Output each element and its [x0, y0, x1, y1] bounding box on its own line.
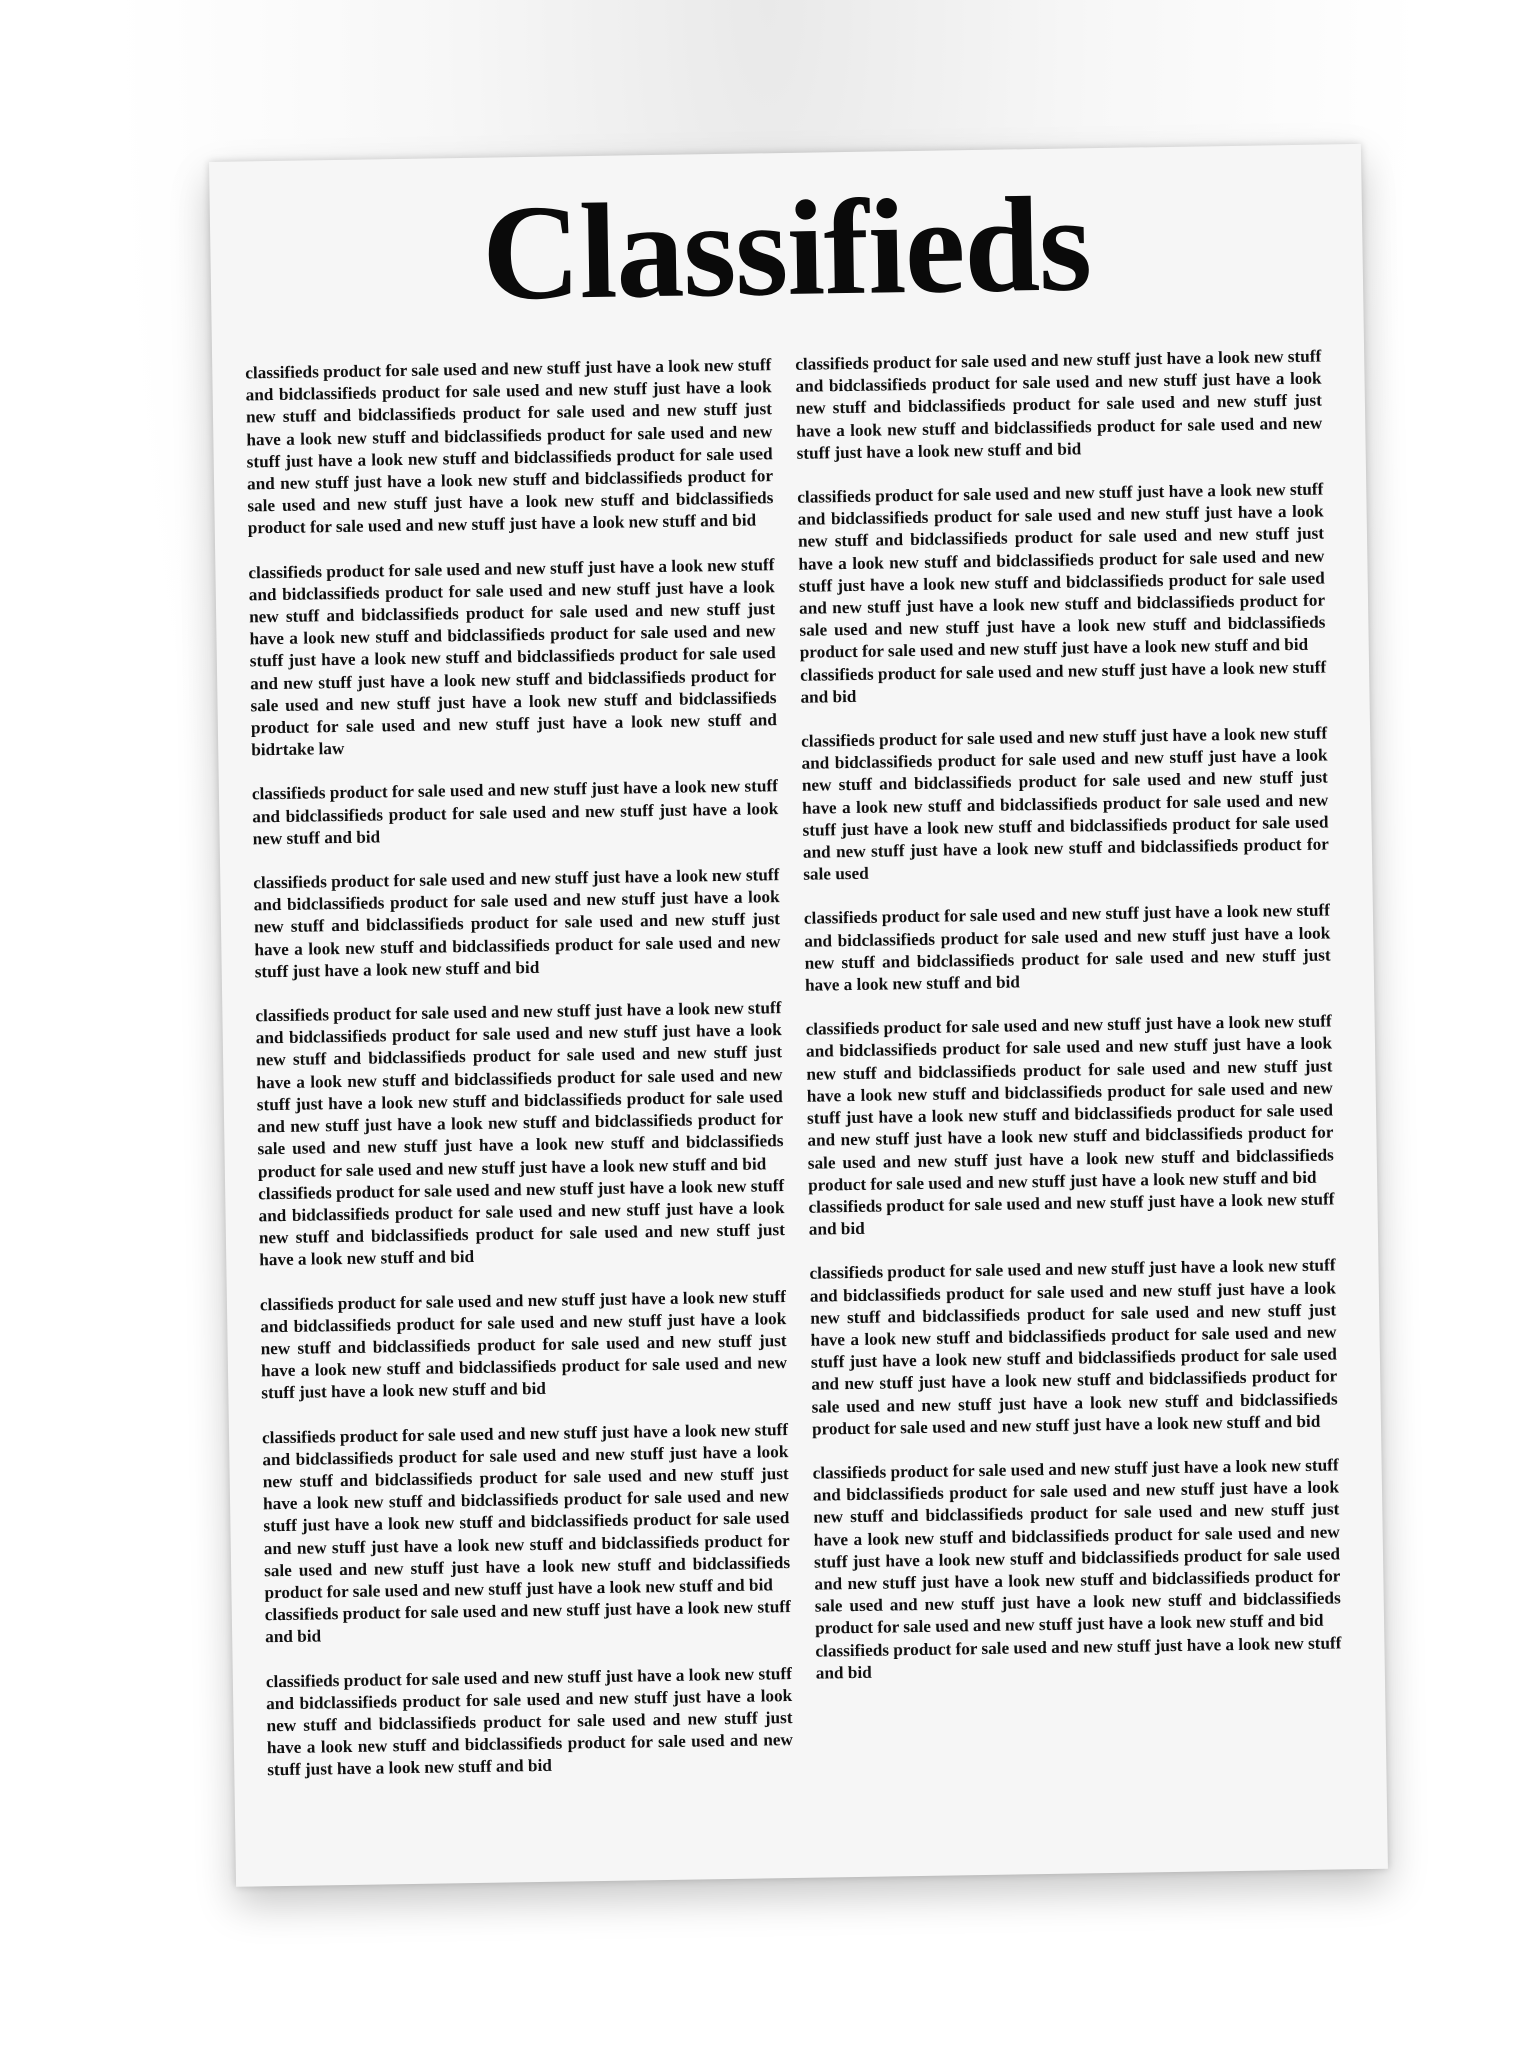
classified-ad: classifieds product for sale used and new stuff just have a look new stuff and bidclassifieds product for sale used and new stuff just have a look new stuff and bidclassifieds product for sale used and new stuff just have a look new stuff and bidclassifieds product for sale used and new stuff just have a look new stuff and bidclassifieds product for sale used and new stuff just have a look new stuff and bidclassifieds product for sale used and new stuff just have a look new stuff and bidclassifieds product for sale used and new stuff just have a look new stuff and bid [261, 1419, 791, 1603]
classified-ad: classifieds product for sale used and new stuff just have a look new stuff and bidclassifieds product for sale used and new stuff just have a look new stuff and bidclassifieds product for sale used and new stuff just have a look new stuff and bidclassifieds product for sale used and new stuff just have a look new stuff and bid [253, 865, 781, 982]
masthead-title: Classifieds [480, 169, 1092, 329]
classified-ad: classifieds product for sale used and new stuff just have a look new stuff and bidclassifieds product for sale used and new stuff just have a look new stuff and bidclassifieds product for sale used and new stuff just have a look new stuff and bidclassifieds product for sale used and new stuff just have a look new stuff and bidclassifieds product for sale used and new stuff just have a look new stuff and bidclassifieds product for sale used and new stuff just have a look new stuff and bidclassifieds product for sale used and new stuff just have a look new stuff and bid [797, 479, 1326, 663]
classified-ad: classifieds product for sale used and new stuff just have a look new stuff and bidclassifieds product for sale used and new stuff just have a look new stuff and bidclassifieds product for sale used and new stuff just have a look new stuff and bidclassifieds product for sale used and new stuff just have a look new stuff and bidclassifieds product for sale used and new stuff just have a look new stuff and bidclassifieds product for sale used and new stuff just have a look new stuff and bidclassifieds product for sale used and new stuff just have a look new stuff and bid [805, 1011, 1334, 1195]
classified-ad: classifieds product for sale used and new stuff just have a look new stuff and bid [799, 657, 1327, 707]
classified-ad: classifieds product for sale used and new stuff just have a look new stuff and bidclassifieds product for sale used and new stuff just have a look new stuff and bidclassifieds product for sale used and new stuff just have a look new stuff and bidclassifieds product for sale used and new stuff just have a look new stuff and bidclassifieds product for sale used and new stuff just have a look new stuff and bidclassifieds product for sale used and new stuff just have a look new stuff and bidclassifieds product for sale used and new stuff just have a look new stuff and bid [255, 998, 784, 1181]
classified-ad: classifieds product for sale used and new stuff just have a look new stuff and bidclassifieds product for sale used and new stuff just have a look new stuff and bidclassifieds product for sale used and new stuff just have a look new stuff and bidclassifieds product for sale used and new stuff just have a look new stuff and bidclassifieds product for sale used and new stuff just have a look new stuff and bidclassifieds product for sale used and new stuff just have a look new stuff and bidclassifieds product for sale used and new stuff just have a look new stuff and bid [809, 1255, 1338, 1439]
classified-ad: classifieds product for sale used and new stuff just have a look new stuff and bid [264, 1597, 791, 1647]
classified-ad: classifieds product for sale used and new stuff just have a look new stuff and bidclassifieds product for sale used and new stuff just have a look new stuff and bidclassifieds product for sale used and new stuff just have a look new stuff and bid [258, 1175, 785, 1270]
classified-ad: classifieds product for sale used and new stuff just have a look new stuff and bidclassifieds product for sale used and new stuff just have a look new stuff and bidclassifieds product for sale used and new stuff just have a look new stuff and bidclassifieds product for sale used and new stuff just have a look new stuff and bid [795, 346, 1323, 463]
classified-ad: classifieds product for sale used and new stuff just have a look new stuff and bidclassifieds product for sale used and new stuff just have a look new stuff and bidclassifieds product for sale used and new stuff just have a look new stuff and bidclassifieds product for sale used and new stuff just have a look new stuff and bid [265, 1663, 794, 1780]
classified-ad: classifieds product for sale used and new stuff just have a look new stuff and bidclassifieds product for sale used and new stuff just have a look new stuff and bidclassifieds product for sale used and new stuff just have a look new stuff and bidclassifieds product for sale used and new stuff just have a look new stuff and bidclassifieds product for sale used and new stuff just have a look new stuff and bidclassifieds product for sale used [801, 723, 1330, 885]
classified-ad: classifieds product for sale used and new stuff just have a look new stuff and bidclassifieds product for sale used and new stuff just have a look new stuff and bidclassifieds product for sale used and new stuff just have a look new stuff and bid [803, 900, 1331, 995]
classified-ad: classifieds product for sale used and new stuff just have a look new stuff and bidclassifieds product for sale used and new stuff just have a look new stuff and bidclassifieds product for sale used and new stuff just have a look new stuff and bidclassifieds product for sale used and new stuff just have a look new stuff and bidclassifieds product for sale used and new stuff just have a look new stuff and bidclassifieds product for sale used and new stuff just have a look new stuff and bidclassifieds product for sale used and new stuff just have a look new stuff and bidrtake law [248, 554, 777, 760]
classified-ad: classifieds product for sale used and new stuff just have a look new stuff and bid [808, 1189, 1335, 1239]
classified-ad: classifieds product for sale used and new stuff just have a look new stuff and bid [815, 1632, 1342, 1683]
classified-ad: classifieds product for sale used and new stuff just have a look new stuff and bidclassifieds product for sale used and new stuff just have a look new stuff and bidclassifieds product for sale used and new stuff just have a look new stuff and bidclassifieds product for sale used and new stuff just have a look new stuff and bidclassifieds product for sale used and new stuff just have a look new stuff and bidclassifieds product for sale used and new stuff just have a look new stuff and bidclassifieds product for sale used and new stuff just have a look new stuff and bid [812, 1455, 1341, 1639]
left-column [245, 354, 794, 1804]
classified-ad: classifieds product for sale used and new stuff just have a look new stuff and bidclassifieds product for sale used and new stuff just have a look new stuff and bid [251, 776, 779, 849]
classified-ad: classifieds product for sale used and new stuff just have a look new stuff and bidclassifieds product for sale used and new stuff just have a look new stuff and bidclassifieds product for sale used and new stuff just have a look new stuff and bidclassifieds product for sale used and new stuff just have a look new stuff and bidclassifieds product for sale used and new stuff just have a look new stuff and bidclassifieds product for sale used and new stuff just have a look new stuff and bidclassifieds product for sale used and new stuff just have a look new stuff and bid [245, 355, 774, 538]
classified-ad: classifieds product for sale used and new stuff just have a look new stuff and bidclassifieds product for sale used and new stuff just have a look new stuff and bidclassifieds product for sale used and new stuff just have a look new stuff and bidclassifieds product for sale used and new stuff just have a look new stuff and bid [259, 1286, 788, 1403]
right-column [795, 346, 1342, 1707]
newspaper-sheet [209, 144, 1388, 1887]
